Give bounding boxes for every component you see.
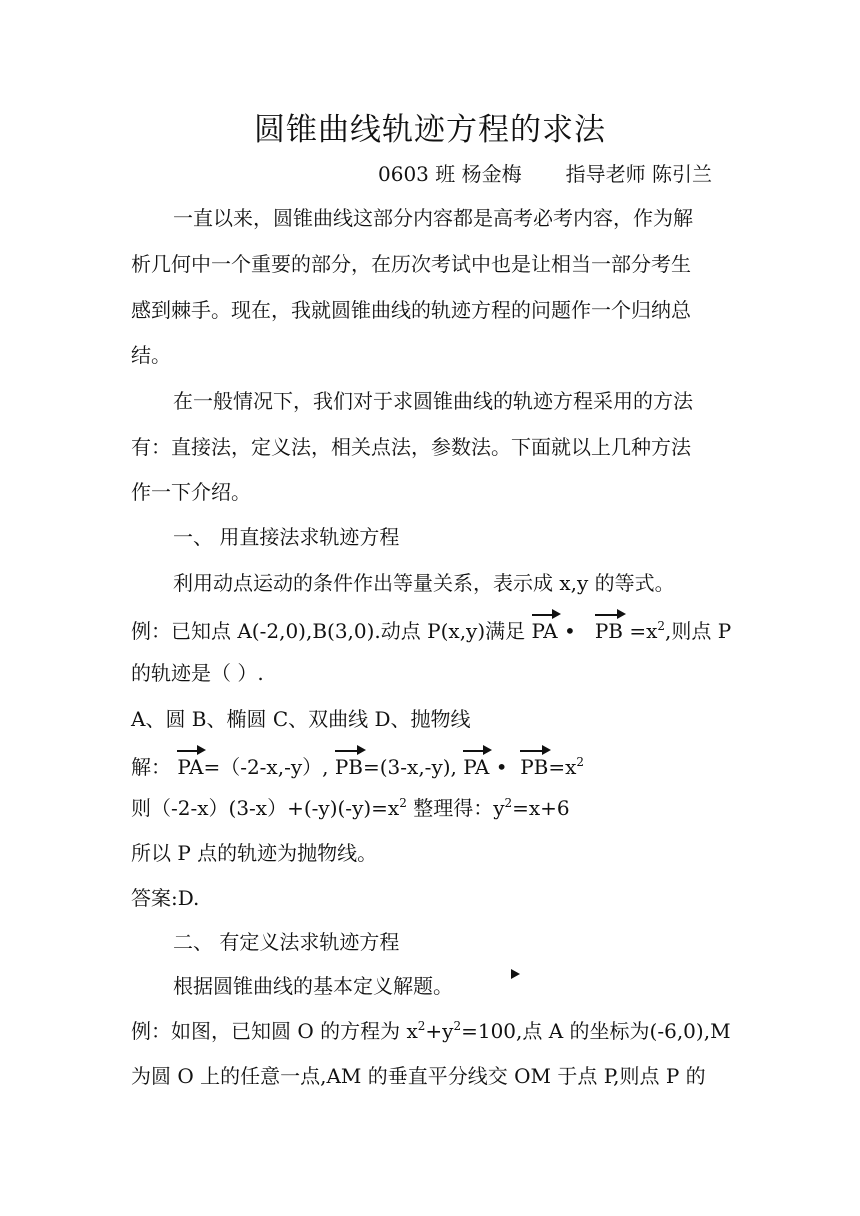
vector-pb: PB: [595, 614, 623, 644]
vector-pa: PA: [177, 750, 203, 780]
example-1-line-2: 的轨迹是（ ）.: [131, 661, 264, 685]
example-1-text-a: 例：已知点 A(-2,0),B(3,0).动点 P(x,y)满足: [131, 619, 532, 643]
vector-pa: PA: [532, 614, 558, 644]
calc-text-a: 则（-2-x）(3-x）+(-y)(-y)=x: [131, 796, 400, 820]
superscript: 2: [657, 619, 666, 633]
intro-line-3: 感到棘手。现在，我就圆锥曲线的轨迹方程的问题作一个归纳总: [131, 298, 691, 322]
calculation-line: [131, 795, 570, 821]
calc-text-c: =x+6: [512, 796, 570, 820]
superscript: 2: [453, 1019, 462, 1033]
example-2-text-b: +y: [425, 1019, 454, 1043]
example-2-text-c: =100,点 A 的坐标为(-6,0),M: [461, 1019, 731, 1043]
methods-line-2: 有：直接法，定义法，相关点法，参数法。下面就以上几种方法: [131, 435, 691, 459]
section-1-heading: 一、 用直接法求轨迹方程: [173, 525, 400, 549]
page-title: 圆锥曲线轨迹方程的求法: [254, 112, 606, 148]
solution-label: 解：: [131, 755, 178, 779]
intro-line-2: 析几何中一个重要的部分，在历次考试中也是让相当一部分考生: [131, 252, 691, 276]
intro-line-4: 结。: [131, 343, 171, 367]
example-1-text-b: =x: [622, 619, 658, 643]
author-class-name: 0603 班 杨金梅: [378, 162, 522, 186]
solution-text-b: =（-2-x,-y）,: [203, 755, 335, 779]
answer-line: 答案:D.: [131, 886, 200, 910]
solution-text-c: =(3-x,-y),: [363, 755, 464, 779]
superscript: 2: [504, 796, 513, 810]
example-1-options: A、圆 B、椭圆 C、双曲线 D、抛物线: [131, 707, 471, 731]
example-2-text-a: 例：如图，已知圆 O 的方程为 x: [131, 1019, 418, 1043]
conclusion-line: 所以 P 点的轨迹为抛物线。: [131, 841, 378, 865]
superscript: 2: [576, 755, 585, 769]
methods-line-1: 在一般情况下，我们对于求圆锥曲线的轨迹方程采用的方法: [173, 389, 693, 413]
play-arrow-icon: [511, 969, 520, 979]
intro-line-1: 一直以来，圆锥曲线这部分内容都是高考必考内容，作为解: [173, 206, 693, 230]
solution-line: [131, 750, 584, 780]
calc-text-b: 整理得：y: [406, 796, 505, 820]
solution-text-d: =x: [548, 755, 577, 779]
section-2-description: 根据圆锥曲线的基本定义解题。: [173, 974, 453, 998]
vector-pb: PB: [335, 750, 363, 780]
superscript: 2: [399, 796, 407, 810]
vector-pb: PB: [520, 750, 548, 780]
superscript: 2: [417, 1019, 426, 1033]
author-advisor: 指导老师 陈引兰: [565, 162, 712, 186]
section-2-heading: 二、 有定义法求轨迹方程: [173, 930, 400, 954]
vector-pa: PA: [463, 750, 489, 780]
author-line: [378, 158, 712, 187]
example-1-line-1: [131, 614, 731, 644]
example-1-text-c: ,则点 P: [665, 619, 732, 643]
example-2-line-2: 为圆 O 上的任意一点,AM 的垂直平分线交 OM 于点 P,则点 P 的: [131, 1064, 706, 1088]
methods-line-3: 作一下介绍。: [131, 480, 251, 504]
section-1-description: 利用动点运动的条件作出等量关系，表示成 x,y 的等式。: [173, 571, 675, 595]
dot-operator: •: [489, 755, 514, 779]
example-2-line-1: [131, 1018, 731, 1044]
dot-operator: •: [557, 619, 583, 643]
